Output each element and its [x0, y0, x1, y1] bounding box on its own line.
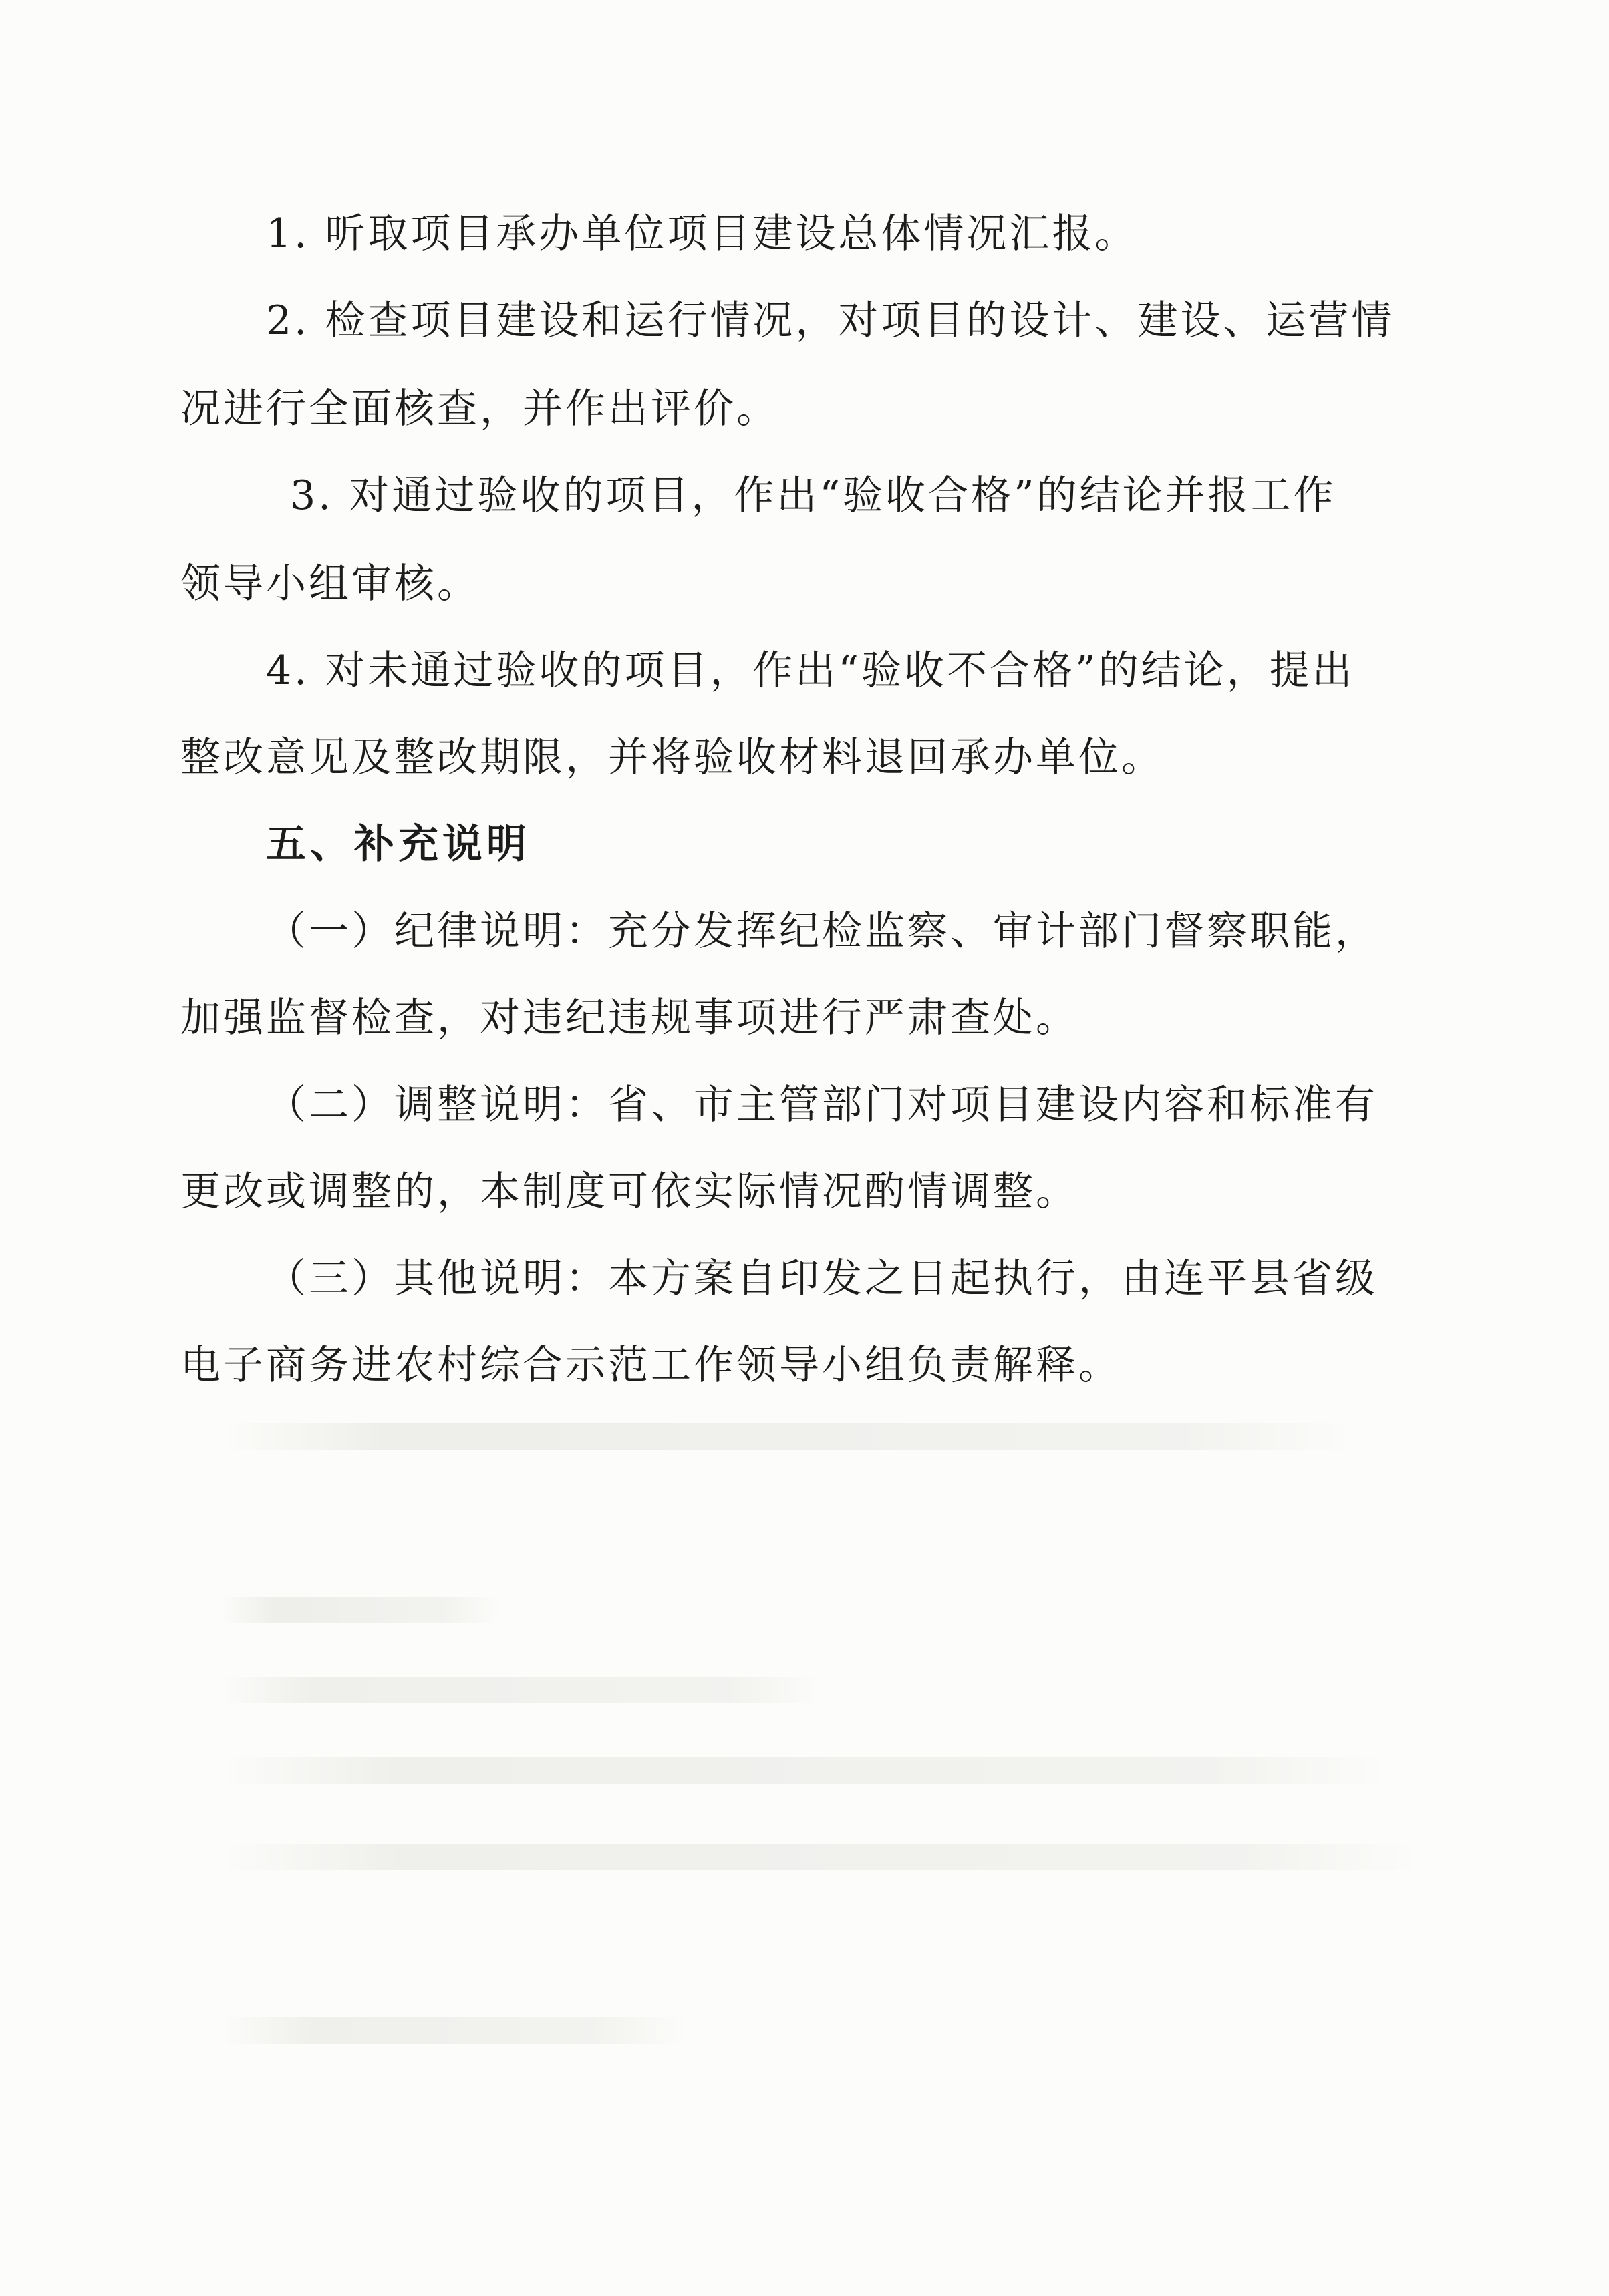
paragraph-discipline-line-2: 加强监督检查，对违纪违规事项进行严肃查处。 — [180, 995, 1078, 1041]
list-item-4-line-2: 整改意见及整改期限，并将验收材料退回承办单位。 — [180, 734, 1164, 781]
paragraph-other-line-2: 电子商务进农村综合示范工作领导小组负责解释。 — [180, 1342, 1121, 1389]
list-item-1: 1. 听取项目承办单位项目建设总体情况汇报。 — [266, 210, 1138, 257]
bleed-through-mark — [221, 2017, 688, 2044]
list-item-4-line-1: 4. 对未通过验收的项目，作出“验收不合格”的结论，提出 — [266, 647, 1355, 694]
section-heading: 五、补充说明 — [266, 821, 531, 868]
bleed-through-mark — [221, 1597, 501, 1623]
list-item-3-line-1: 3. 对通过验收的项目，作出“验收合格”的结论并报工作 — [290, 472, 1336, 519]
paragraph-discipline-line-1: （一）纪律说明：充分发挥纪检监察、审计部门督察职能， — [266, 908, 1378, 955]
bleed-through-mark — [221, 1757, 1390, 1784]
list-item-2-line-2: 况进行全面核查，并作出评价。 — [180, 385, 779, 432]
paragraph-adjustment-line-2: 更改或调整的，本制度可依实际情况酌情调整。 — [180, 1168, 1078, 1215]
paragraph-adjustment-line-1: （二）调整说明：省、市主管部门对项目建设内容和标准有 — [266, 1082, 1378, 1128]
bleed-through-mark — [221, 1423, 1356, 1450]
list-item-2-line-1: 2. 检查项目建设和运行情况，对项目的设计、建设、运营情 — [266, 297, 1395, 344]
paragraph-other-line-1: （三）其他说明：本方案自印发之日起执行，由连平县省级 — [266, 1255, 1378, 1302]
list-item-3-line-2: 领导小组审核。 — [180, 560, 480, 607]
bleed-through-mark — [221, 1844, 1423, 1870]
bleed-through-mark — [221, 1677, 822, 1703]
